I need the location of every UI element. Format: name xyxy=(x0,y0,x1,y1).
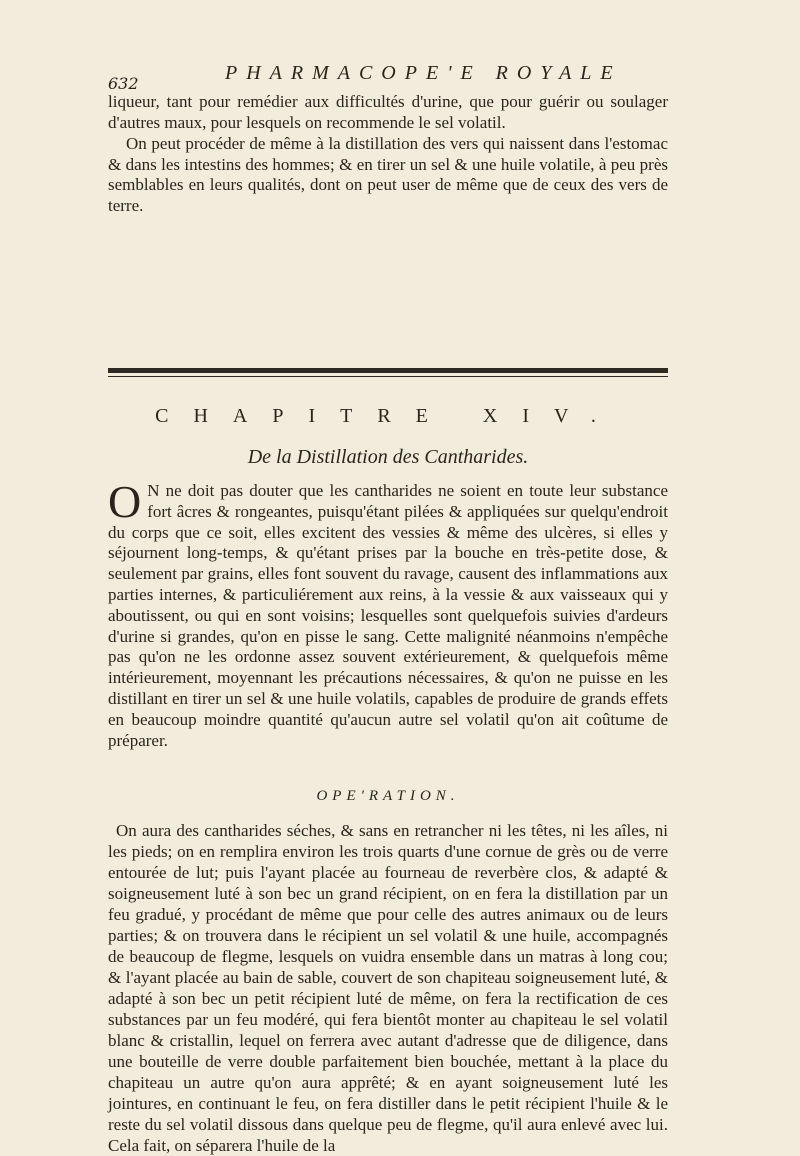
section-heading: OPE'RATION. xyxy=(316,788,460,804)
chapter-title: CHAPITRE XIV. xyxy=(155,405,621,427)
operation-paragraph: On aura des cantharides séches, & sans en retrancher ni les têtes, ni les aîles, ni les pieds; on en remplira environ les trois quarts d'une cornue de grès ou de verre entourée de lut; puis l'ayant placée au fourneau de reverbère clos, & adapté & soigneusement luté à son bec un grand récipient, on en fera la distillation par un feu gradué, y procédant de même que pour celle des autres animaux ou de leurs parties; & on trouvera dans le récipient un sel volatil & une huile, accompagnés de beaucoup de flegme, lesquels on vuidra ensemble dans un matras à long cou; & l'ayant placée au bain de sable, couvert de son chapiteau soigneusement luté, & adapté à son bec un petit récipient luté de même, on fera la rectification de ces substances par un feu modéré, qui fera bientôt monter au chapiteau le sel volatil blanc & cristallin, lequel on ferrera avec autant d'adresse que de diligence, dans une bouteille de verre double parfaitement bien bouchée, mettant à la place du chapiteau un autre qu'on aura apprêté; & en ayant soigneusement luté les jointures, en continuant le feu, on fera distiller dans le petit récipient l'huile & le reste du sel volatil dissous dans quelque peu de flegme, qu'il aura enlevé avec lui. Cela fait, on séparera l'huile de la xyxy=(108,821,668,1155)
decorative-rule-thin xyxy=(108,376,668,377)
decorative-rule xyxy=(108,368,668,373)
drop-cap: O xyxy=(108,476,142,527)
page-number: 632 xyxy=(108,74,139,93)
intro-text: N ne doit pas douter que les cantharides ne soient en toute leur substance fort âcres & rongeantes, puisqu'étant pilées & appliquées sur quelqu'endroit du corps que ce soit, elles excitent des vessies & même des ulcères, si elles y séjournent long-temps, & qu'étant prises par la bouche en très-petite dose, & seulement par grains, elles font souvent du ravage, causent des inflammations aux parties internes, & particuliérement aux reins, à la vessie & aux vaisseaux qui y aboutissent, ou qui en sont voisins; lesquelles sont quelquefois suivies d'ardeurs d'urine si grandes, qu'on en pisse le sang. Cette malignité néanmoins n'empêche pas qu'on ne les ordonne assez souvent extérieurement, & quelquefois même intérieurement, moyennant les précautions nécessaires, & qu'on ne puisse en les distillant en tirer un sel & une huile volatils, capables de produire de grands effets en beaucoup moindre quantité qu'aucun autre sel volatil qu'on ait coûtume de préparer. xyxy=(108,481,668,750)
chapter-subtitle: De la Distillation des Cantharides. xyxy=(247,446,529,468)
intro-paragraph xyxy=(108,476,668,751)
running-title: PHARMACOPE'E ROYALE xyxy=(225,62,622,84)
running-head xyxy=(108,60,668,93)
paragraph-continuation: liqueur, tant pour remédier aux difficultés d'urine, que pour guérir ou soulager d'autres maux, pour lesquels on recommende le sel volatil. xyxy=(108,92,668,132)
paragraph-worms: On peut procéder de même à la distillation des vers qui naissent dans l'estomac & dans les intestins des hommes; & en tirer un sel & une huile volatile, à peu près semblables en leurs qualités, dont on peut user de même que de ceux des vers de terre. xyxy=(108,134,668,215)
